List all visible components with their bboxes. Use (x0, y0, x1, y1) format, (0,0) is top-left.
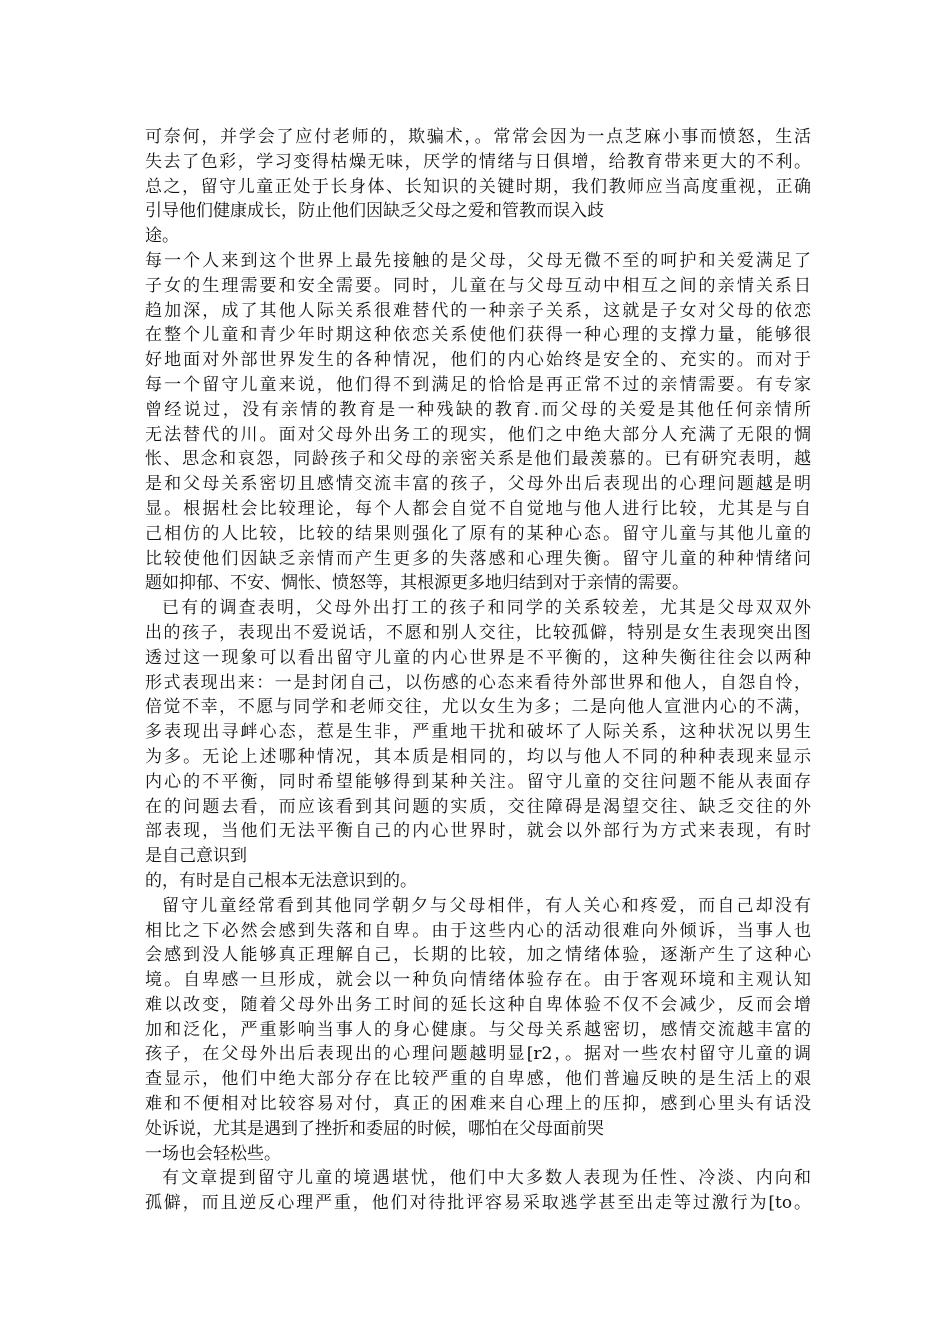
text-line: 有文章提到留守儿童的境遇堪忧，他们中大多数人表现为任性、冷淡、内向和 (162, 1168, 811, 1189)
text-line: 在的问题去看，而应该看到其问题的实质，交往障碍是渴望交往、缺乏交往的外 (145, 796, 811, 817)
text-line: 孩子，在父母外出后表现出的心理问题越明显[r2，。据对一些农村留守儿童的调 (145, 1044, 811, 1065)
text-line: 为多。无论上述哪种情况，其本质是相同的，均以与他人不同的种种表现来显示 (145, 746, 811, 767)
text-line: 倍觉不幸，不愿与同学和老师交往，尤以女生为多；二是向他人宣泄内心的不满， (145, 697, 811, 718)
text-line: 透过这一现象可以看出留守儿童的内心世界是不平衡的，这种失衡往往会以两种 (145, 647, 811, 668)
text-line: 每一个留守儿童来说，他们得不到满足的恰恰是再正常不过的亲情需要。有专家 (145, 374, 811, 395)
text-line: 部表现，当他们无法平衡自己的内心世界时，就会以外部行为方式来表现，有时 (145, 821, 811, 842)
text-line: 每一个人来到这个世界上最先接触的是父母，父母无微不至的呵护和关爱满足了 (145, 250, 811, 271)
body-text (145, 125, 811, 1216)
text-line: 好地面对外部世界发生的各种情况，他们的内心始终是安全的、充实的。而对于 (145, 350, 811, 371)
text-line: 可奈何，并学会了应付老师的，欺骗术，。常常会因为一点芝麻小事而愤怒，生活 (145, 127, 811, 147)
text-line: 题如抑郁、不安、惆怅、愤怒等，其根源更多地归结到对于亲情的需要。 (145, 573, 689, 594)
text-line: 出的孩子，表现出不爱说话，不愿和别人交往，比较孤僻，特别是女生表现突出图 (145, 622, 811, 643)
text-line: 在整个儿童和青少年时期这种依恋关系使他们获得一种心理的支撑力量，能够很 (145, 325, 811, 346)
text-line: 会感到没人能够真正理解自己，长期的比较，加之情绪体验，逐渐产生了这种心 (145, 945, 811, 966)
text-line: 曾经说过，没有亲情的教育是一种残缺的教育.而父母的关爱是其他任何亲情所 (145, 399, 811, 420)
text-line: 留守儿童经常看到其他同学朝夕与父母相伴，有人关心和疼爱，而自己却没有 (162, 895, 811, 916)
text-line: 的，有时是自己根本无法意识到的。 (145, 870, 417, 891)
text-line: 途。 (145, 226, 179, 247)
text-line: 内心的不平衡，同时希望能够得到某种关注。留守儿童的交往问题不能从表面存 (145, 771, 811, 792)
text-line: 趋加深，成了其他人际关系很难替代的一种亲子关系，这就是子女对父母的依恋 (145, 300, 811, 321)
text-line: 处诉说，尤其是遇到了挫折和委屈的时候，哪怕在父母面前哭 (145, 1118, 604, 1139)
text-line: 是和父母关系密切且感情交流丰富的孩子，父母外出后表现出的心理问题越是明 (145, 474, 811, 495)
text-line: 显。根据杜会比较理论，每个人都会自觉不自觉地与他人进行比较，尤其是与自 (145, 498, 811, 519)
text-line: 相比之下必然会感到失落和自卑。由于这些内心的活动很难向外倾诉，当事人也 (145, 920, 811, 941)
text-line: 比较使他们因缺乏亲情而产生更多的失落感和心理失衡。留守儿童的种种情绪问 (145, 548, 811, 569)
text-line: 形式表现出来：一是封闭自己，以伤感的心态来看待外部世界和他人，自怨自怜， (145, 672, 811, 693)
text-line: 总之，留守儿童正处于长身体、长知识的关键时期，我们教师应当高度重视，正确 (145, 176, 811, 197)
text-line: 孤僻，而且逆反心理严重，他们对待批评容易采取逃学甚至出走等过激行为[to。 (145, 1193, 811, 1214)
text-line: 失去了色彩，学习变得枯燥无味，厌学的情绪与日俱增，给教育带来更大的不利。 (145, 151, 811, 172)
text-line: 查显示，他们中绝大部分存在比较严重的自卑感，他们普遍反映的是生活上的艰 (145, 1069, 811, 1090)
text-line: 己相仿的人比较，比较的结果则强化了原有的某种心态。留守儿童与其他儿童的 (145, 523, 811, 544)
text-line: 已有的调查表明，父母外出打工的孩子和同学的关系较差，尤其是父母双双外 (162, 598, 811, 619)
text-line: 境。自卑感一旦形成，就会以一种负向情绪体验存在。由于客观环境和主观认知 (145, 970, 811, 991)
text-line: 难和不便相对比较容易对付，真正的困难来自心理上的压抑，感到心里头有话没 (145, 1094, 811, 1115)
text-line: 难以改变，随着父母外出务工时间的延长这种自卑体验不仅不会减少，反而会增 (145, 994, 811, 1015)
text-line: 引导他们健康成长，防止他们因缺乏父母之爱和管教而误入歧 (145, 201, 604, 222)
text-line: 是自己意识到 (145, 846, 247, 867)
text-line: 无法替代的川。面对父母外出务工的现实，他们之中绝大部分人充满了无限的惆 (145, 424, 811, 445)
text-line: 一场也会轻松些。 (145, 1143, 281, 1164)
text-line: 怅、思念和哀怨，同龄孩子和父母的亲密关系是他们最羡慕的。已有研究表明，越 (145, 449, 811, 470)
text-line: 子女的生理需要和安全需要。同时，儿童在与父母互动中相互之间的亲情关系日 (145, 275, 811, 296)
text-line: 多表现出寻衅心态，惹是生非，严重地干扰和破坏了人际关系，这种状况以男生 (145, 722, 811, 743)
text-line: 加和泛化，严重影响当事人的身心健康。与父母关系越密切，感情交流越丰富的 (145, 1019, 811, 1040)
